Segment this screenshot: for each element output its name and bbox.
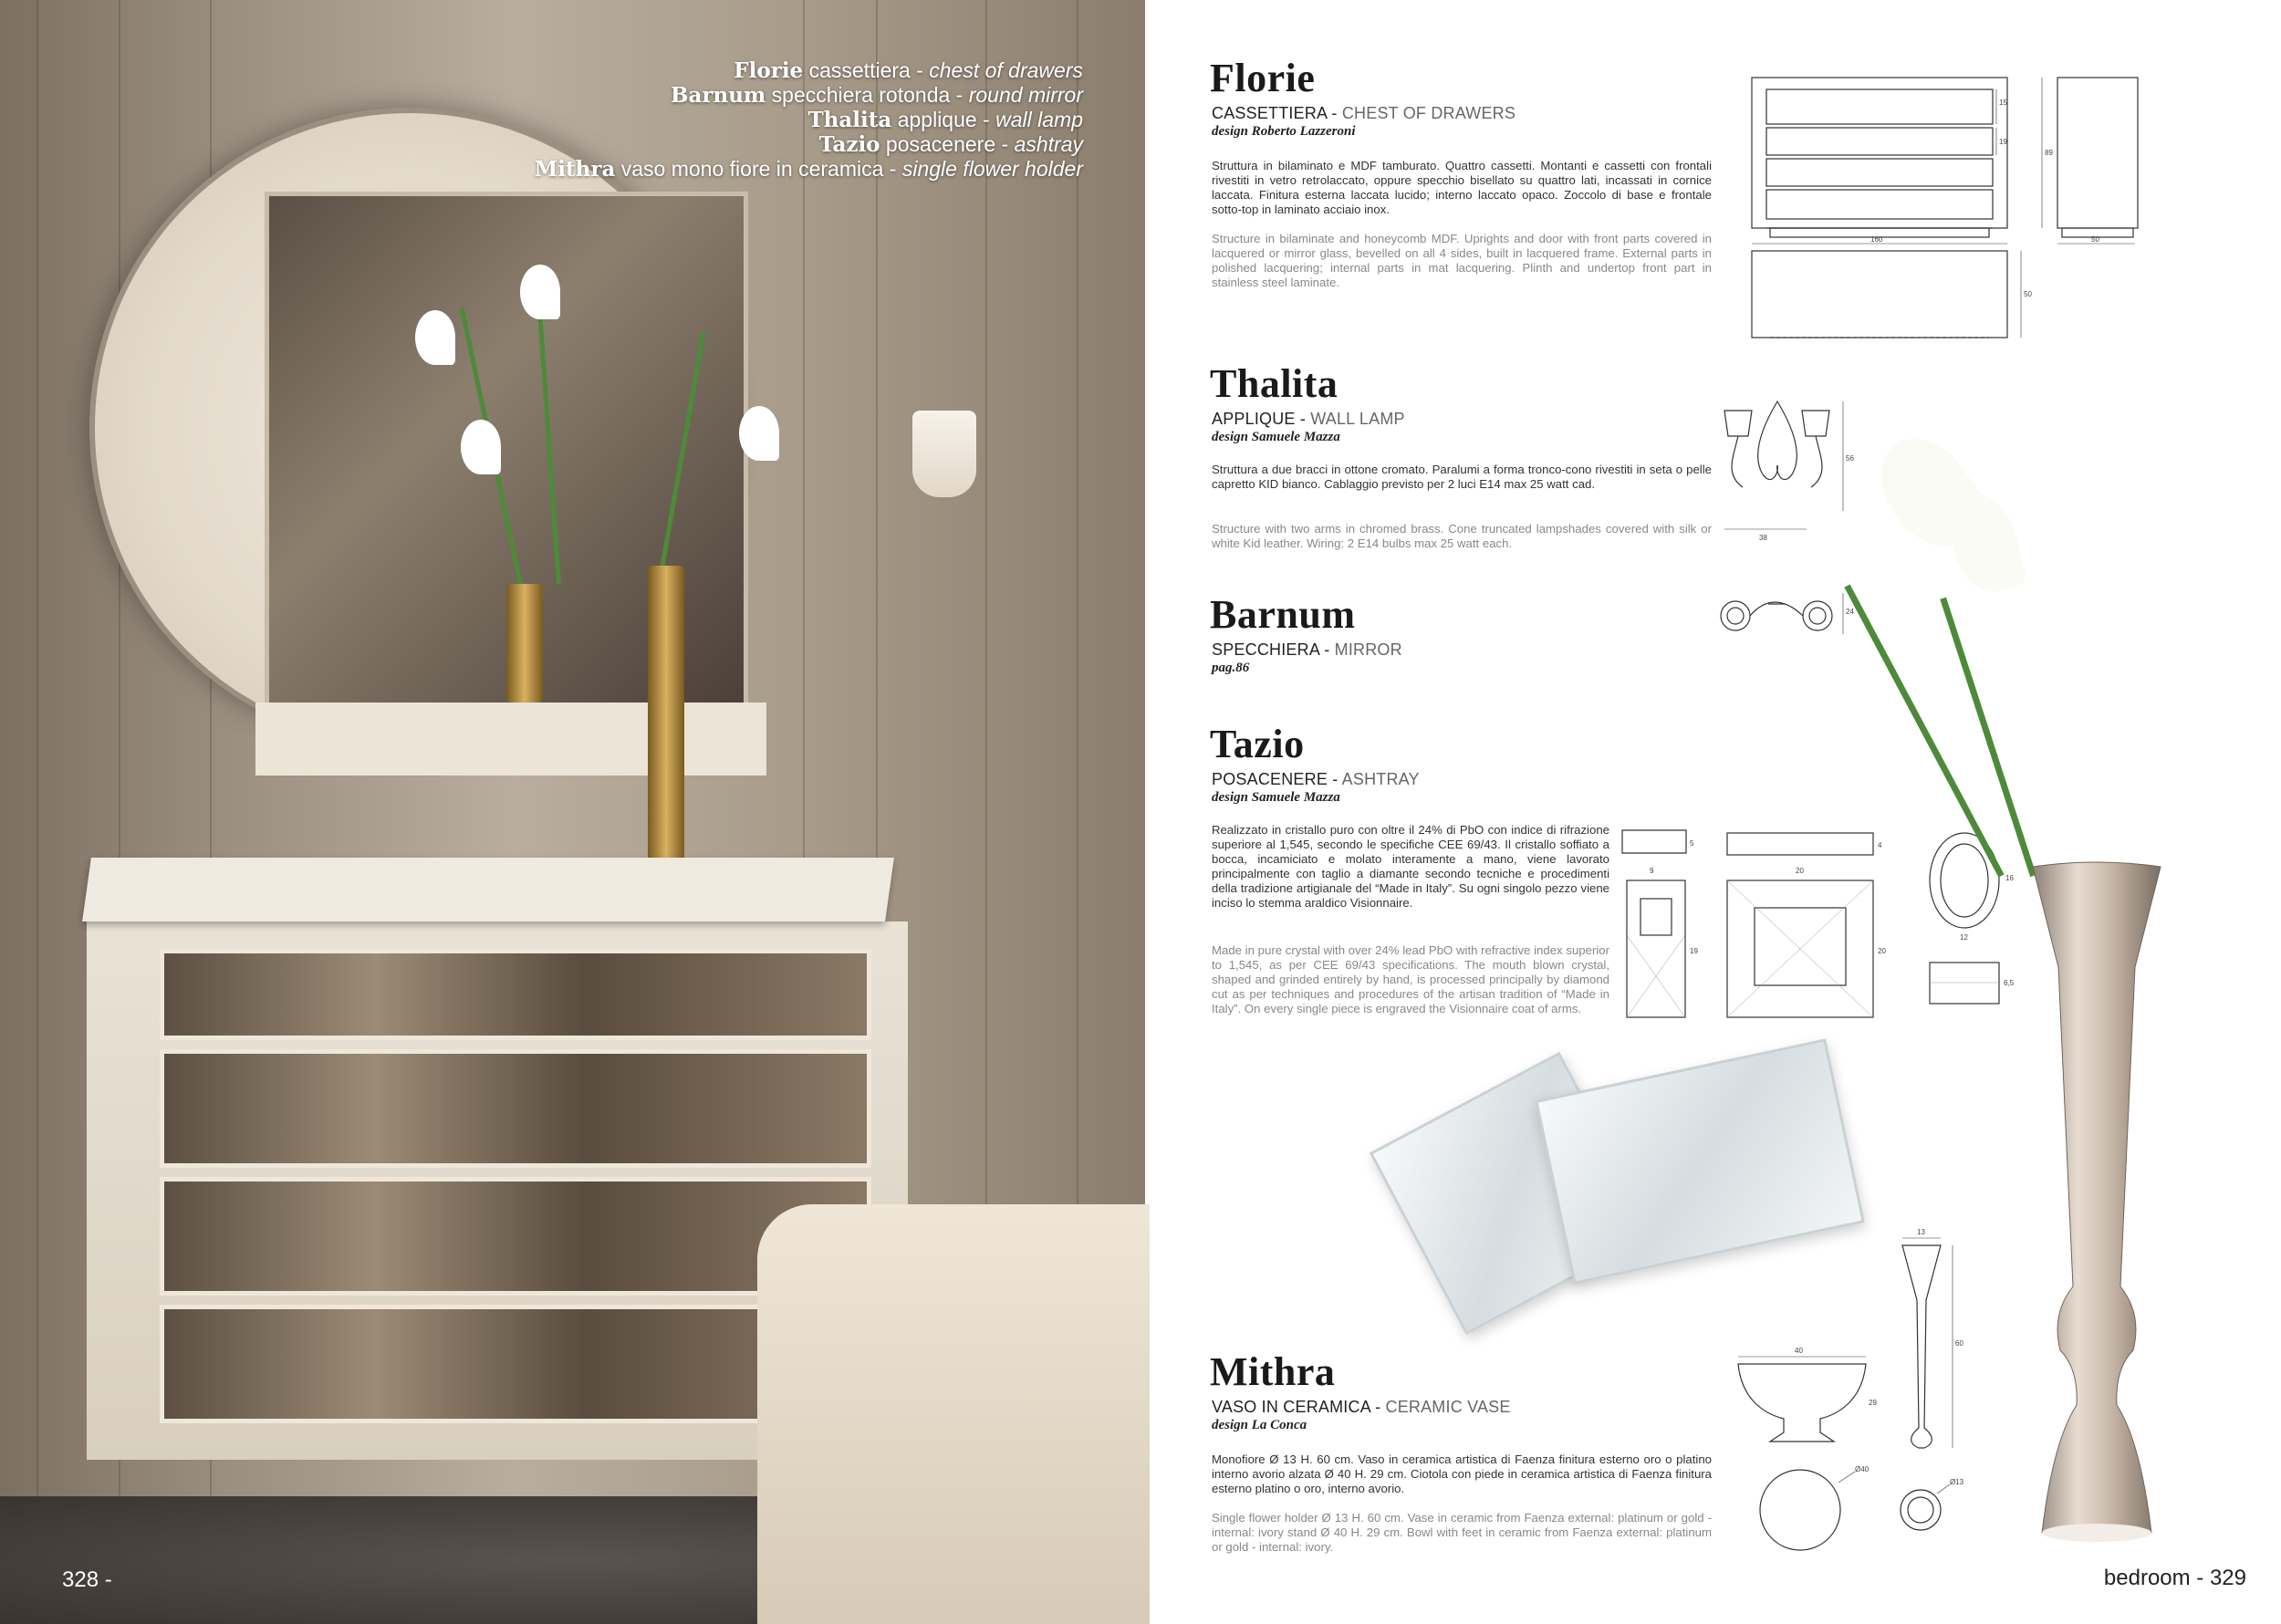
florie-text-it: Struttura in bilaminato e MDF tamburato. Quattro cassetti. Montanti e cassetti con frontali rivestiti in vetro retrolaccato, oppure specchio bisellato su quattro lati, incassati in cornice laccata. Finitura esterna laccata lucido; interno laccato opaco. Zoccolo di base e frontale sotto-top in laminato acciaio inox. [1212, 159, 1712, 216]
mithra-dim-bowl-width: 40 [1795, 1347, 1803, 1355]
tazio-dim-c-height: 6,5 [2004, 979, 2015, 987]
gold-vase [648, 566, 684, 867]
thalita-title: Thalita [1210, 361, 1338, 406]
florie-dim-width: 160 [1870, 235, 1883, 244]
thalita-text-en: Structure with two arms in chromed brass. Cone truncated lampshades covered with silk or white Kid leather. Wiring: 2 E14 bulbs max 25 watt each. [1212, 522, 1712, 550]
thalita-text-it: Struttura a due bracci in ottone cromato. Paralumi a forma tronco-cono rivestiti in seta o pelle capretto KID bianco. Cablaggio previsto per 2 luci E14 max 25 watt cad. [1212, 463, 1712, 491]
mithra-designer: design La Conca [1212, 1418, 1307, 1432]
thalita-dim-width: 38 [1759, 534, 1767, 542]
thalita-dim-height: 56 [1846, 454, 1854, 463]
calla-lily-flower [461, 420, 501, 474]
tazio-designer: design Samuele Mazza [1212, 790, 1340, 805]
tazio-text-en: Made in pure crystal with over 24% lead PbO with refractive index superior to 1,545, as per CEE 69/43 specifications. The mouth blown crystal, shaped and grinded entirely by hand, is processed principally by diamond cut as per techniques and procedures of the artisan tradition of “Made in Italy”. On every single piece is engraved the Visionnaire coat of arms. [1212, 943, 1609, 1015]
calla-lily-flower [739, 406, 779, 461]
florie-subtitle: CASSETTIERA - CHEST OF DRAWERS [1212, 104, 1516, 122]
mithra-dim-bowl-height: 29 [1869, 1399, 1877, 1407]
mithra-title: Mithra [1210, 1349, 1336, 1394]
florie-dim-depth-plan: 50 [2024, 290, 2032, 298]
barnum-page-ref: pag.86 [1212, 661, 1250, 675]
florie-dim-drawer-top: 15 [1999, 99, 2007, 107]
mithra-dim-vase-diameter: Ø13 [1950, 1478, 1964, 1486]
florie-text-en: Structure in bilaminate and honeycomb MDF. Uprights and door with front parts covered in lacquered or mirror glass, bevelled on all 4 sides, built in lacquered frame. External parts in polished lacquering; internal parts in mat lacquering. Plinth and undertop front part in stainless steel laminate. [1212, 232, 1712, 289]
thalita-technical-drawing [1715, 392, 1852, 652]
mirror-lower-band [255, 703, 766, 776]
bed [757, 1204, 1150, 1624]
florie-title: Florie [1210, 56, 1316, 100]
tazio-subtitle: POSACENERE - ASHTRAY [1212, 770, 1420, 788]
page-number-left: 328 - [62, 1567, 112, 1592]
tazio-dim-b-depth: 20 [1878, 947, 1886, 955]
tazio-technical-drawing [1622, 826, 2024, 1026]
calla-lily-flower [415, 310, 455, 365]
tazio-text-it: Realizzato in cristallo puro con oltre il 24% di PbO con indice di rifrazione superiore al 1,545, secondo le specifiche CEE 69/43. Il cristallo soffiato a bocca, incamiciato e molato interamente a mano, viene lavorato principalmente con taglio a diamante secondo tecniche e procedimenti della tradizione artigianale del “Made in Italy”. Su ogni singolo pezzo viene inciso lo stemma araldico Visionnaire. [1212, 823, 1609, 910]
tazio-dim-a-width: 9 [1650, 867, 1654, 875]
page-number-right: bedroom - 329 [2103, 1566, 2246, 1590]
florie-dim-drawer: 19 [1999, 138, 2007, 146]
mithra-technical-drawing [1738, 1218, 1975, 1556]
florie-dim-height: 89 [2045, 149, 2053, 157]
mithra-dim-vase-height: 60 [1955, 1339, 1963, 1348]
caption-line: Barnum specchiera rotonda - round mirror [671, 83, 1083, 108]
mithra-text-it: Monofiore Ø 13 H. 60 cm. Vaso in ceramica artistica di Faenza finitura esterno oro o platino interno avorio alzata Ø 40 H. 29 cm. Ciotola con piede in ceramica artistica di Faenza finitura esterno platino o oro, interno avorio. [1212, 1452, 1712, 1495]
dresser-top [82, 858, 894, 921]
barnum-subtitle: SPECCHIERA - MIRROR [1212, 640, 1402, 659]
ceramic-vase-photo [2033, 858, 2161, 1551]
mithra-subtitle: VASO IN CERAMICA - CERAMIC VASE [1212, 1398, 1511, 1416]
mithra-dim-bowl-diameter: Ø40 [1855, 1465, 1870, 1473]
mithra-dim-vase-width: 13 [1917, 1228, 1925, 1236]
caption-line: Thalita applique - wall lamp [807, 108, 1083, 132]
tazio-dim-c-depth: 16 [2005, 874, 2014, 882]
caption-line: Tazio posacenere - ashtray [818, 132, 1083, 157]
curtain-fold [36, 0, 38, 1622]
drawer [160, 1049, 871, 1168]
wall-lamp-shade [912, 411, 976, 497]
tazio-dim-a-depth: 19 [1690, 947, 1698, 955]
photo-caption [535, 58, 1083, 182]
gold-vase-reflection [506, 584, 543, 703]
florie-designer: design Roberto Lazzeroni [1212, 124, 1356, 139]
caption-line: Florie cassettiera - chest of drawers [734, 58, 1083, 83]
tazio-dim-a-height: 5 [1690, 839, 1694, 848]
barnum-title: Barnum [1210, 592, 1356, 637]
thalita-subtitle: APPLIQUE - WALL LAMP [1212, 410, 1405, 428]
thalita-dim-depth: 24 [1846, 608, 1854, 616]
caption-line: Mithra vaso mono fiore in ceramica - single flower holder [534, 157, 1083, 182]
tazio-dim-c-width: 12 [1960, 933, 1968, 942]
drawer [160, 949, 871, 1040]
tazio-title: Tazio [1210, 722, 1305, 766]
mithra-text-en: Single flower holder Ø 13 H. 60 cm. Vase in ceramic from Faenza external: platinum or gold - internal: ivory stand Ø 40 H. 29 cm. Bowl with feet in ceramic from Faenza external: platinum or gold - internal: ivory. [1212, 1511, 1712, 1554]
tazio-dim-b-height: 4 [1878, 841, 1882, 849]
tazio-dim-b-width: 20 [1796, 867, 1804, 875]
calla-lily-flower [520, 265, 560, 319]
thalita-designer: design Samuele Mazza [1212, 430, 1340, 444]
florie-dim-depth: 50 [2091, 235, 2099, 244]
florie-technical-drawing [1752, 64, 2135, 347]
